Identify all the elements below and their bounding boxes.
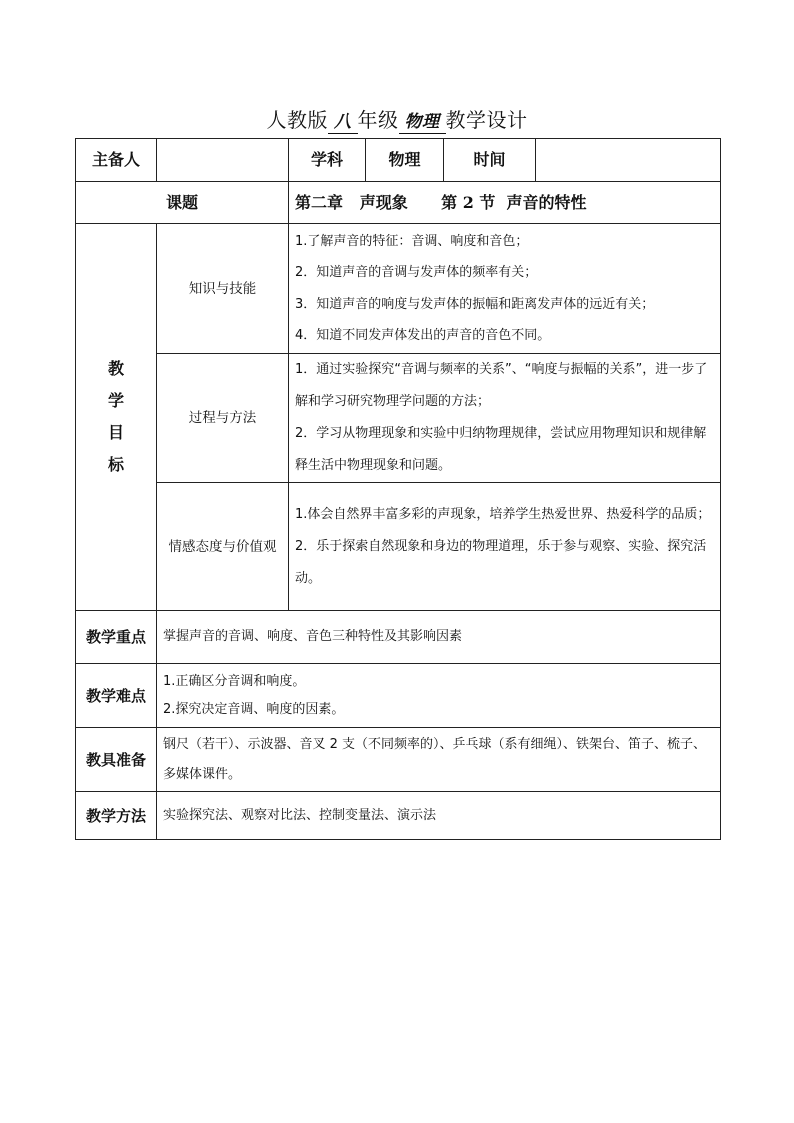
header-row: [76, 139, 721, 182]
list-item: 2．乐于探索自然现象和身边的物理道理，乐于参与观察、实验、探究活动。: [295, 538, 707, 586]
time-value: [536, 139, 721, 182]
objective-row-attitude: [76, 483, 721, 611]
objective-row-process: [76, 354, 721, 483]
process-methods-content: [289, 354, 721, 483]
title-suffix: 教学设计: [445, 108, 528, 132]
materials-value: 钢尺（若干）、示波器、音叉 2 支（不同频率的）、乒乓球（系有细绳）、铁架台、笛子、梳子、多媒体课件。: [157, 728, 721, 792]
topic-label: 课题: [76, 182, 289, 224]
attitude-values-content: [289, 483, 721, 611]
key-points-value: 掌握声音的音调、响度、音色三种特性及其影响因素: [157, 611, 721, 664]
objective-row-knowledge: [76, 224, 721, 354]
title-prefix: 人教版: [266, 108, 328, 132]
methods-row: [76, 792, 721, 840]
methods-label: 教学方法: [76, 792, 157, 840]
list-item: 2.探究决定音调、响度的因素。: [163, 701, 345, 717]
list-item: 3．知道声音的响度与发声体的振幅和距离发声体的远近有关；: [295, 296, 655, 312]
objectives-label-char: 学: [107, 391, 124, 410]
process-methods-label: 过程与方法: [157, 354, 289, 483]
materials-label: 教具准备: [76, 728, 157, 792]
document-title: [0, 104, 794, 134]
lesson-plan-table: [75, 138, 721, 840]
time-label: 时间: [444, 139, 536, 182]
objectives-label-char: 目: [107, 423, 124, 442]
difficulties-content: [157, 664, 721, 728]
difficulties-row: [76, 664, 721, 728]
title-subject: 物理: [399, 111, 446, 134]
knowledge-skills-content: [289, 224, 721, 354]
list-item: 1.正确区分音调和响度。: [163, 673, 306, 689]
title-mid: 年级: [357, 108, 399, 132]
list-item: 4．知道不同发声体发出的声音的音色不同。: [295, 328, 551, 343]
methods-value: 实验探究法、观察对比法、控制变量法、演示法: [157, 792, 721, 840]
objectives-label-char: 标: [107, 455, 124, 474]
difficulties-label: 教学难点: [76, 664, 157, 728]
list-item: 1．通过实验探究“音调与频率的关系”、“响度与振幅的关系”，进一步了解和学习研究物理学问题的方法；: [295, 362, 708, 409]
knowledge-skills-label: 知识与技能: [157, 224, 289, 354]
list-item: 2．学习从物理现象和实验中归纳物理规律，尝试应用物理知识和规律解释生活中物理现象和问题。: [295, 426, 707, 473]
key-points-row: [76, 611, 721, 664]
subject-value: 物理: [366, 139, 444, 182]
key-points-label: 教学重点: [76, 611, 157, 664]
subject-label: 学科: [289, 139, 366, 182]
attitude-values-label: 情感态度与价值观: [157, 483, 289, 611]
list-item: 1.了解声音的特征：音调、响度和音色；: [295, 233, 529, 249]
list-item: 2．知道声音的音调与发声体的频率有关；: [295, 265, 538, 280]
title-grade: 八: [328, 111, 358, 134]
topic-row: [76, 182, 721, 224]
lead-teacher-label: 主备人: [76, 139, 157, 182]
list-item: 1.体会自然界丰富多彩的声现象，培养学生热爱世界、热爱科学的品质；: [295, 506, 711, 522]
objectives-label: [76, 224, 157, 611]
topic-value: 第二章 声现象 第 2 节 声音的特性: [289, 182, 721, 224]
lead-teacher-value: [157, 139, 289, 182]
materials-row: [76, 728, 721, 792]
objectives-label-char: 教: [107, 359, 124, 378]
